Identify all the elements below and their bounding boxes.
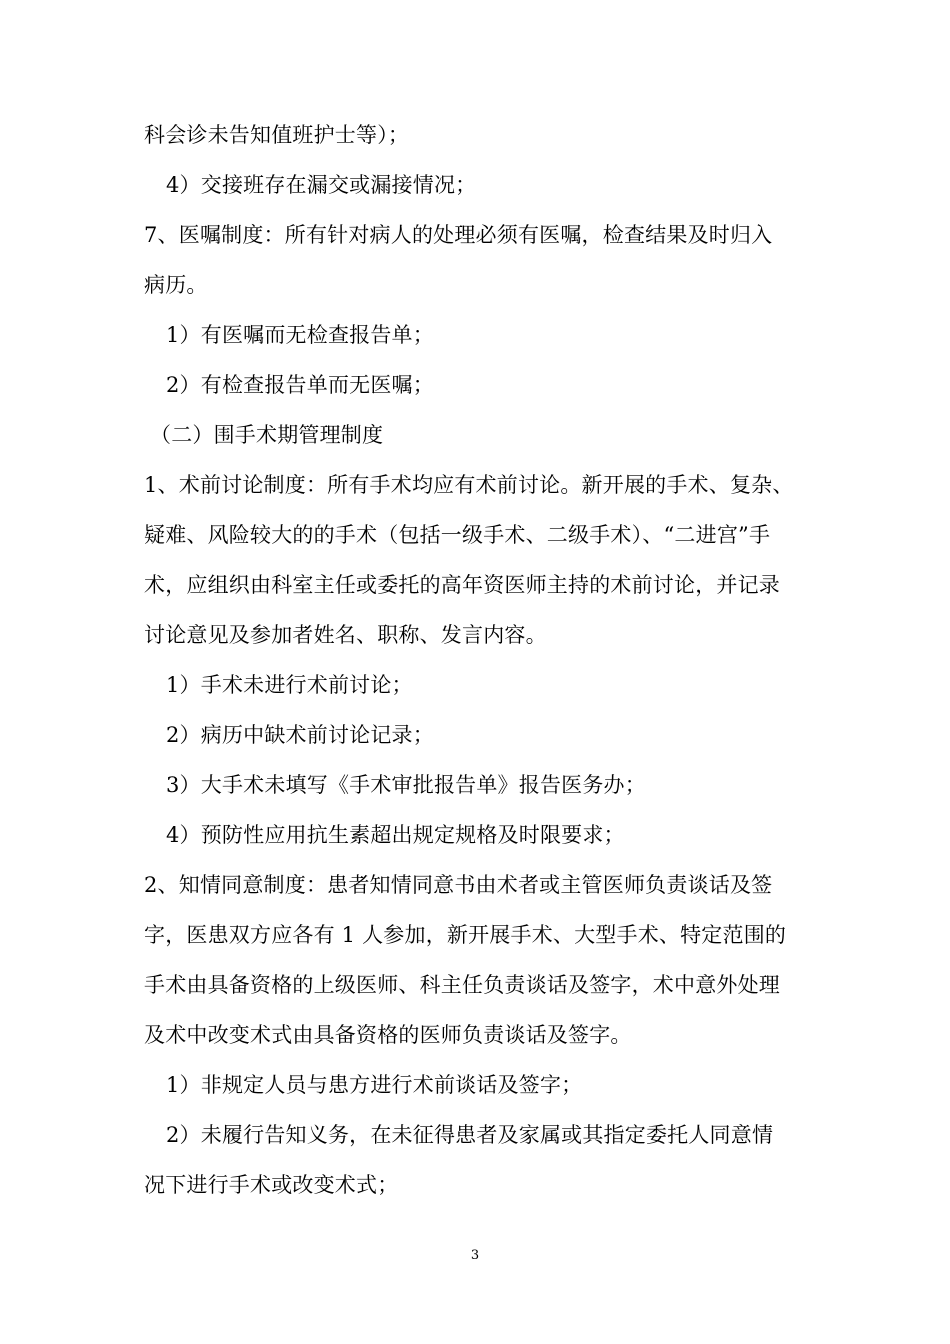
text-line: 况下进行手术或改变术式； (144, 1173, 399, 1197)
text-line: 讨论意见及参加者姓名、职称、发言内容。 (144, 623, 547, 647)
subsection-heading: （二）围手术期管理制度 (150, 423, 384, 447)
text-line: 病历。 (144, 273, 208, 297)
section-heading: 1、术前讨论制度：所有手术均应有术前讨论。新开展的手术、复杂、 (144, 473, 794, 497)
text-line: 科会诊未告知值班护士等）； (144, 123, 410, 147)
text-line: 疑难、风险较大的的手术（包括一级手术、二级手术）、“二进宫”手 (144, 523, 771, 547)
text-line: 及术中改变术式由具备资格的医师负责谈话及签字。 (144, 1023, 632, 1047)
page-number: 3 (470, 1248, 480, 1263)
list-item: 2）病历中缺术前讨论记录； (166, 723, 434, 747)
list-item: 2）未履行告知义务，在未征得患者及家属或其指定委托人同意情 (166, 1123, 774, 1147)
text-line: 手术由具备资格的上级医师、科主任负责谈话及签字，术中意外处理 (144, 973, 780, 997)
list-item: 1）非规定人员与患方进行术前谈话及签字； (166, 1073, 583, 1097)
list-item: 1）手术未进行术前讨论； (166, 673, 413, 697)
list-item: 4）预防性应用抗生素超出规定规格及时限要求； (166, 823, 625, 847)
list-item: 2）有检查报告单而无医嘱； (166, 373, 434, 397)
text-line: 术，应组织由科室主任或委托的高年资医师主持的术前讨论，并记录 (144, 573, 780, 597)
list-item: 1）有医嘱而无检查报告单； (166, 323, 434, 347)
section-heading: 2、知情同意制度：患者知情同意书由术者或主管医师负责谈话及签 (144, 873, 773, 897)
text-line: 字，医患双方应各有 1 人参加，新开展手术、大型手术、特定范围的 (144, 923, 787, 947)
list-item: 3）大手术未填写《手术审批报告单》报告医务办； (166, 773, 646, 797)
list-item: 4）交接班存在漏交或漏接情况； (166, 173, 477, 197)
section-heading: 7、医嘱制度：所有针对病人的处理必须有医嘱，检查结果及时归入 (144, 223, 773, 247)
